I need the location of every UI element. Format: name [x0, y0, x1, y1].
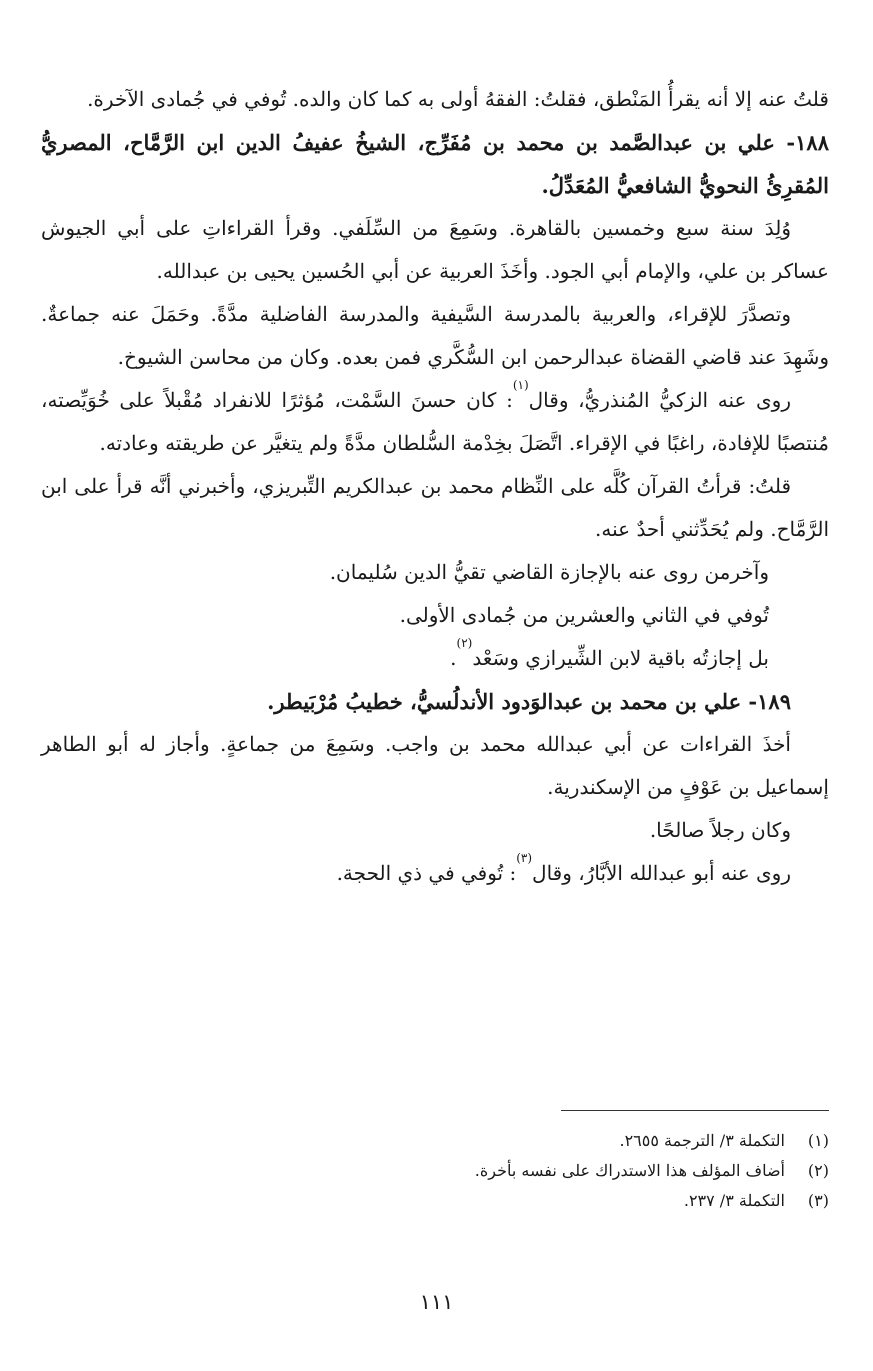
- footnotes-list: [41, 1126, 829, 1216]
- entry-heading-189: ١٨٩- علي بن محمد بن عبدالوَدود الأندلُسيُّ، خطيبُ مُرْبَيطر.: [267, 689, 791, 714]
- paragraph-ijaza-remains: [41, 637, 829, 680]
- quote-intro: روى عنه الزكيُّ المُنذريُّ، وقال: [528, 388, 792, 412]
- footnote-3: [41, 1186, 829, 1216]
- footnote-number: (٣): [807, 1191, 829, 1210]
- entry-heading-188: ١٨٨- علي بن عبدالصَّمد بن محمد بن مُفَرِّج، الشيخُ عفيفُ الدين ابن الرَّمَّاح، المصريُّ المُقرِئُ النحويُّ الشافعيُّ المُعَدِّلُ.: [41, 130, 829, 198]
- footnote-2: [41, 1156, 829, 1186]
- paragraph-last-ijaza: وآخرمن روى عنه بالإجازة القاضي تقيُّ الدين سُليمان.: [329, 560, 769, 584]
- paragraph-qiraat: أخذَ القراءات عن أبي عبدالله محمد بن واجب. وسَمِعَ من جماعةٍ. وأجاز له أبو الطاهر إسماعيل بن عَوْفٍ من الإسكندرية.: [41, 732, 829, 799]
- ijaza-end: .: [450, 646, 457, 670]
- body-text: [41, 78, 829, 895]
- paragraph-birth: وُلِدَ سنة سبع وخمسين بالقاهرة. وسَمِعَ من السِّلَفي. وقرأ القراءاتِ على أبي الجيوش عساكر بن علي، والإمام أبي الجود. وأخَذَ العربية عن أبي الحُسين يحيى بن عبدالله.: [41, 216, 829, 283]
- footnote-divider: [561, 1110, 829, 1111]
- ijaza-text: بل إجازتُه باقية لابن الشِّيرازي وسَعْد: [472, 646, 769, 670]
- paragraph-righteous: وكان رجلاً صالحًا.: [649, 818, 791, 842]
- paragraph-teaching: وتصدَّرَ للإقراء، والعربية بالمدرسة السَّيفية والمدرسة الفاضلية مدَّةً. وحَمَلَ عنه جماعةٌ. وشَهِدَ عند قاضي القضاة عبدالرحمن ابن السُّكَّري فمن بعده. وكان من محاسن الشيوخ.: [41, 302, 829, 369]
- footnote-number: (١): [807, 1131, 829, 1150]
- footnote-text: التكملة ٣/ ٢٣٧.: [683, 1191, 785, 1210]
- footnote-text: التكملة ٣/ الترجمة ٢٦٥٥.: [619, 1131, 785, 1150]
- abbar-body: : تُوفي في ذي الحجة.: [336, 861, 517, 885]
- footnote-text: أضاف المؤلف هذا الاستدراك على نفسه بأخرة.: [474, 1161, 785, 1180]
- quote-body: : كان حسنَ السَّمْت، مُؤثرًا للانفراد مُقْبلاً على خُوَيِّصته، مُنتصبًا للإفادة، راغبًا في الإقراء. اتَّصَلَ بخِدْمة السُّلطان مدَّةً ولم يتغيَّر عن طريقته وعادته.: [41, 388, 829, 455]
- paragraph-death-188: تُوفي في الثاني والعشرين من جُمادى الأولى.: [399, 603, 769, 627]
- paragraph-abbar-quote: [41, 852, 829, 895]
- footnote-ref-1: (١): [512, 378, 529, 392]
- abbar-intro: روى عنه أبو عبدالله الأبَّارُ، وقال: [532, 861, 791, 885]
- footnote-ref-3: (٣): [516, 851, 533, 865]
- paragraph-author-note: قلتُ: قرأتُ القرآن كُلَّه على النِّظام محمد بن عبدالكريم التِّبريزي، وأخبرني أنَّه قرأ على ابن الرَّمَّاح. ولم يُحَدِّثني أحدٌ عنه.: [41, 474, 829, 541]
- footnote-ref-2: (٢): [456, 636, 473, 650]
- footnote-number: (٢): [807, 1161, 829, 1180]
- page-number: ١١١: [419, 1290, 454, 1314]
- footnote-1: [41, 1126, 829, 1156]
- paragraph-mundhiri-quote: [41, 379, 829, 465]
- paragraph-continuation: قلتُ عنه إلا أنه يقرأُ المَنْطق، فقلتُ: الفقهُ أولى به كما كان والده. تُوفي في جُمادى الآخرة.: [87, 87, 829, 111]
